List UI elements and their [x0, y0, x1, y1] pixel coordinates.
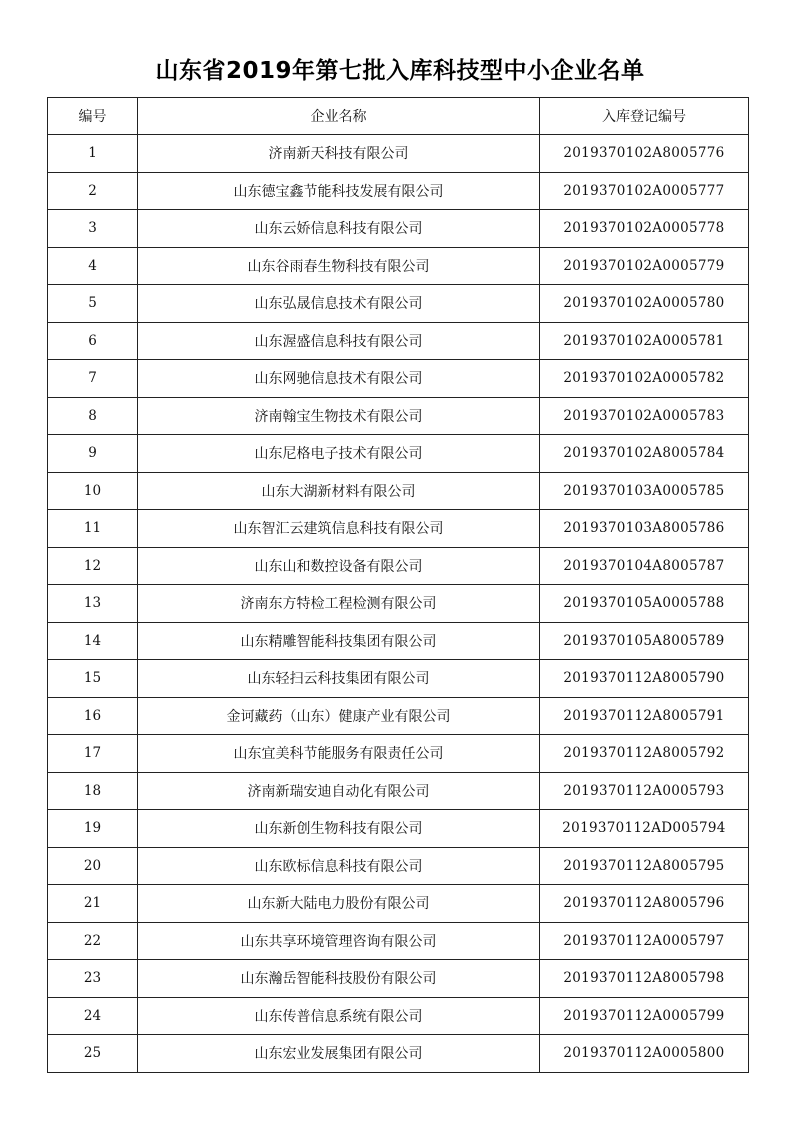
table-row: [48, 810, 749, 848]
row-number-cell: 11: [48, 510, 138, 548]
company-name-cell: 济南新瑞安迪自动化有限公司: [138, 772, 540, 810]
company-list-table: [47, 97, 749, 1073]
row-number-cell: 14: [48, 622, 138, 660]
company-name-column-header: 企业名称: [138, 98, 540, 135]
registration-number-cell: 2019370103A8005786: [540, 510, 749, 548]
registration-number-cell: 2019370112A0005793: [540, 772, 749, 810]
company-name-cell: 山东宜美科节能服务有限责任公司: [138, 735, 540, 773]
company-name-cell: 济南东方特检工程检测有限公司: [138, 585, 540, 623]
row-number-cell: 12: [48, 547, 138, 585]
row-number-cell: 20: [48, 847, 138, 885]
company-name-cell: 山东渥盛信息科技有限公司: [138, 322, 540, 360]
company-name-cell: 山东传普信息系统有限公司: [138, 997, 540, 1035]
registration-number-cell: 2019370112A8005796: [540, 885, 749, 923]
registration-number-cell: 2019370112A8005790: [540, 660, 749, 698]
row-number-cell: 25: [48, 1035, 138, 1073]
table-row: [48, 247, 749, 285]
registration-number-cell: 2019370112A0005799: [540, 997, 749, 1035]
table-row: [48, 997, 749, 1035]
table-row: [48, 135, 749, 173]
registration-number-cell: 2019370103A0005785: [540, 472, 749, 510]
row-number-cell: 6: [48, 322, 138, 360]
company-name-cell: 济南新天科技有限公司: [138, 135, 540, 173]
row-number-cell: 3: [48, 210, 138, 248]
table-row: [48, 397, 749, 435]
table-row: [48, 960, 749, 998]
row-number-cell: 10: [48, 472, 138, 510]
registration-number-cell: 2019370112A8005798: [540, 960, 749, 998]
row-number-cell: 21: [48, 885, 138, 923]
table-row: [48, 547, 749, 585]
table-row: [48, 622, 749, 660]
registration-number-cell: 2019370105A0005788: [540, 585, 749, 623]
row-number-cell: 9: [48, 435, 138, 473]
table-row: [48, 585, 749, 623]
row-number-cell: 23: [48, 960, 138, 998]
company-name-cell: 山东弘晟信息技术有限公司: [138, 285, 540, 323]
company-name-cell: 山东宏业发展集团有限公司: [138, 1035, 540, 1073]
company-name-cell: 山东精雕智能科技集团有限公司: [138, 622, 540, 660]
registration-number-cell: 2019370102A8005776: [540, 135, 749, 173]
table-row: [48, 472, 749, 510]
company-name-cell: 山东欧标信息科技有限公司: [138, 847, 540, 885]
registration-number-cell: 2019370102A0005779: [540, 247, 749, 285]
registration-number-cell: 2019370112A8005791: [540, 697, 749, 735]
table-row: [48, 772, 749, 810]
registration-number-cell: 2019370105A8005789: [540, 622, 749, 660]
page-title: 山东省2019年第七批入库科技型中小企业名单: [155, 58, 645, 84]
registration-number-cell: 2019370102A0005781: [540, 322, 749, 360]
table-header-row: [48, 98, 749, 135]
table-row: [48, 735, 749, 773]
table-row: [48, 510, 749, 548]
row-number-cell: 2: [48, 172, 138, 210]
company-name-cell: 山东智汇云建筑信息科技有限公司: [138, 510, 540, 548]
registration-number-cell: 2019370112A8005792: [540, 735, 749, 773]
registration-number-cell: 2019370102A8005784: [540, 435, 749, 473]
registration-number-cell: 2019370112AD005794: [540, 810, 749, 848]
company-name-cell: 山东新创生物科技有限公司: [138, 810, 540, 848]
row-number-cell: 24: [48, 997, 138, 1035]
company-name-cell: 山东山和数控设备有限公司: [138, 547, 540, 585]
table-body: [48, 135, 749, 1073]
company-name-cell: 山东轻扫云科技集团有限公司: [138, 660, 540, 698]
table-row: [48, 285, 749, 323]
table-row: [48, 697, 749, 735]
company-name-cell: 山东尼格电子技术有限公司: [138, 435, 540, 473]
registration-number-cell: 2019370102A0005782: [540, 360, 749, 398]
registration-number-column-header: 入库登记编号: [540, 98, 749, 135]
row-number-cell: 13: [48, 585, 138, 623]
company-name-cell: 济南翰宝生物技术有限公司: [138, 397, 540, 435]
registration-number-cell: 2019370112A0005800: [540, 1035, 749, 1073]
row-number-cell: 18: [48, 772, 138, 810]
row-number-cell: 8: [48, 397, 138, 435]
number-column-header: 编号: [48, 98, 138, 135]
table-row: [48, 660, 749, 698]
row-number-cell: 1: [48, 135, 138, 173]
row-number-cell: 22: [48, 922, 138, 960]
company-name-cell: 山东大湖新材料有限公司: [138, 472, 540, 510]
row-number-cell: 17: [48, 735, 138, 773]
row-number-cell: 7: [48, 360, 138, 398]
registration-number-cell: 2019370104A8005787: [540, 547, 749, 585]
company-name-cell: 山东共享环境管理咨询有限公司: [138, 922, 540, 960]
registration-number-cell: 2019370102A0005778: [540, 210, 749, 248]
registration-number-cell: 2019370102A0005780: [540, 285, 749, 323]
company-name-cell: 山东谷雨春生物科技有限公司: [138, 247, 540, 285]
table-row: [48, 210, 749, 248]
table-row: [48, 322, 749, 360]
table-row: [48, 847, 749, 885]
company-name-cell: 山东德宝鑫节能科技发展有限公司: [138, 172, 540, 210]
table-row: [48, 1035, 749, 1073]
table-row: [48, 922, 749, 960]
company-name-cell: 山东云娇信息科技有限公司: [138, 210, 540, 248]
registration-number-cell: 2019370102A0005783: [540, 397, 749, 435]
row-number-cell: 15: [48, 660, 138, 698]
registration-number-cell: 2019370102A0005777: [540, 172, 749, 210]
row-number-cell: 4: [48, 247, 138, 285]
company-name-cell: 山东瀚岳智能科技股份有限公司: [138, 960, 540, 998]
table-row: [48, 360, 749, 398]
registration-number-cell: 2019370112A0005797: [540, 922, 749, 960]
company-name-cell: 金诃藏药（山东）健康产业有限公司: [138, 697, 540, 735]
row-number-cell: 5: [48, 285, 138, 323]
table-row: [48, 172, 749, 210]
table-row: [48, 885, 749, 923]
row-number-cell: 19: [48, 810, 138, 848]
registration-number-cell: 2019370112A8005795: [540, 847, 749, 885]
row-number-cell: 16: [48, 697, 138, 735]
table-row: [48, 435, 749, 473]
company-name-cell: 山东网驰信息技术有限公司: [138, 360, 540, 398]
company-name-cell: 山东新大陆电力股份有限公司: [138, 885, 540, 923]
